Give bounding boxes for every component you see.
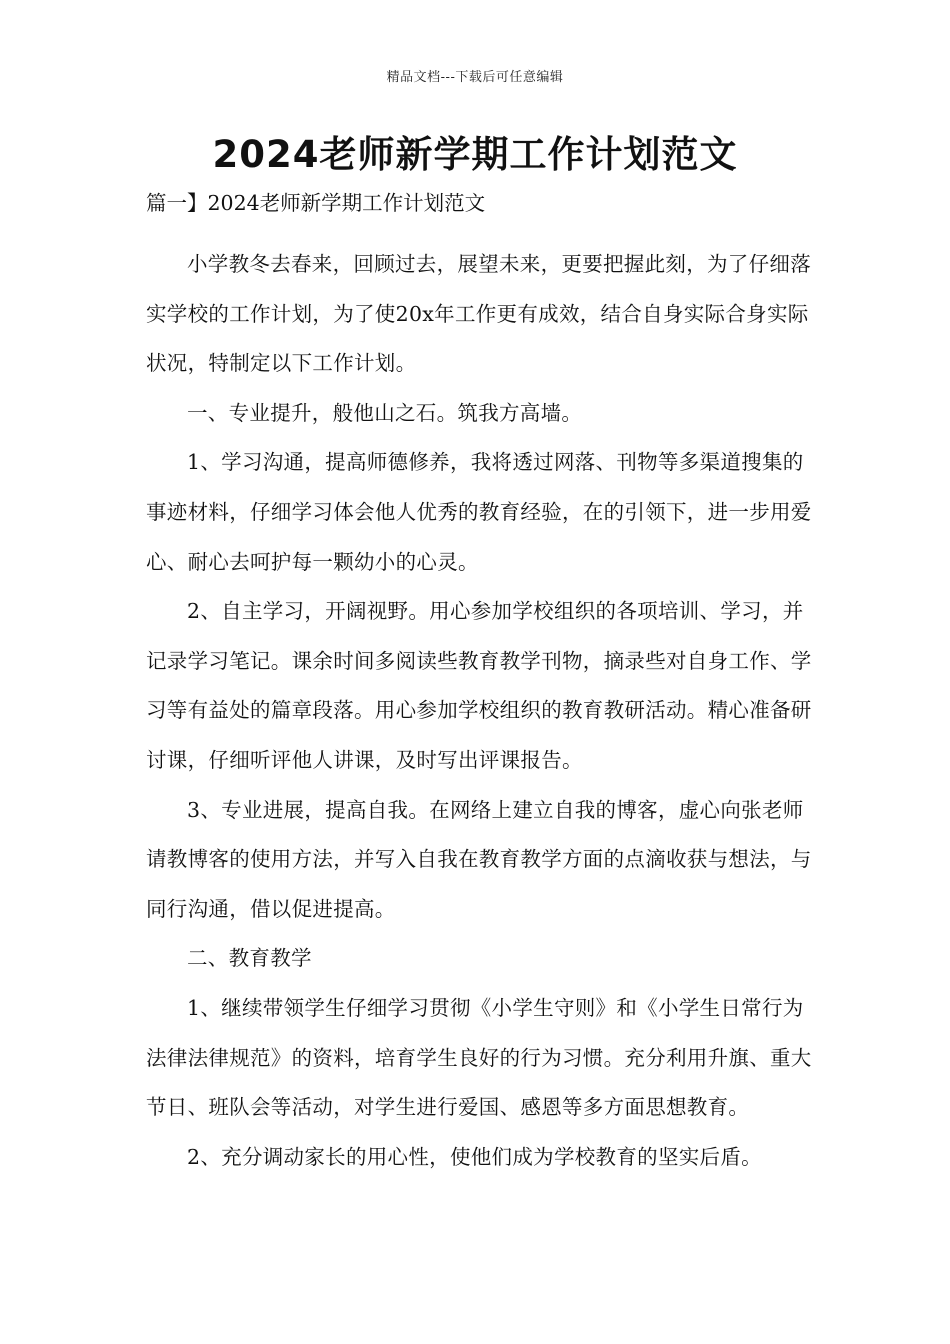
paragraph-intro: 小学教冬去春来，回顾过去，展望未来，更要把握此刻，为了仔细落实学校的工作计划，为了使20x年工作更有成效，结合自身实际合身实际状况，特制定以下工作计划。 (146, 252, 811, 376)
paragraph-heading-1: 一、专业提升，般他山之石。筑我方高墙。 (187, 400, 583, 425)
paragraph-item-1-2: 2、自主学习，开阔视野。用心参加学校组织的各项培训、学习，并记录学习笔记。课余时间多阅读些教育教学刊物，摘录些对自身工作、学习等有益处的篇章段落。用心参加学校组织的教育教研活动。精心准备研讨课，仔细听评他人讲课，及时写出评课报告。 (146, 599, 812, 772)
paragraph-item-1-3: 3、专业进展，提高自我。在网络上建立自我的博客，虚心向张老师请教博客的使用方法，并写入自我在教育教学方面的点滴收获与想法，与同行沟通，借以促进提高。 (146, 797, 812, 921)
paragraph-heading-2: 二、教育教学 (187, 946, 312, 971)
paragraph-item-1-1: 1、学习沟通，提高师德修养，我将透过网落、刊物等多渠道搜集的事迹材料，仔细学习体会他人优秀的教育经验，在的引领下，进一步用爱心、耐心去呵护每一颗幼小的心灵。 (146, 450, 812, 574)
document-title: 2024老师新学期工作计划范文 (212, 133, 738, 176)
paragraph-item-2-1: 1、继续带领学生仔细学习贯彻《小学生守则》和《小学生日常行为法律法律规范》的资料，培育学生良好的行为习惯。充分利用升旗、重大节日、班队会等活动，对学生进行爱国、感恩等多方面思想教育。 (146, 995, 812, 1120)
section-heading: 篇一】2024老师新学期工作计划范文 (146, 191, 486, 215)
document-body (146, 240, 816, 1182)
paragraph-item-2-2: 2、充分调动家长的用心性，使他们成为学校教育的坚实后盾。 (187, 1144, 762, 1169)
page-header-note: 精品文档---下载后可任意编辑 (386, 70, 564, 85)
